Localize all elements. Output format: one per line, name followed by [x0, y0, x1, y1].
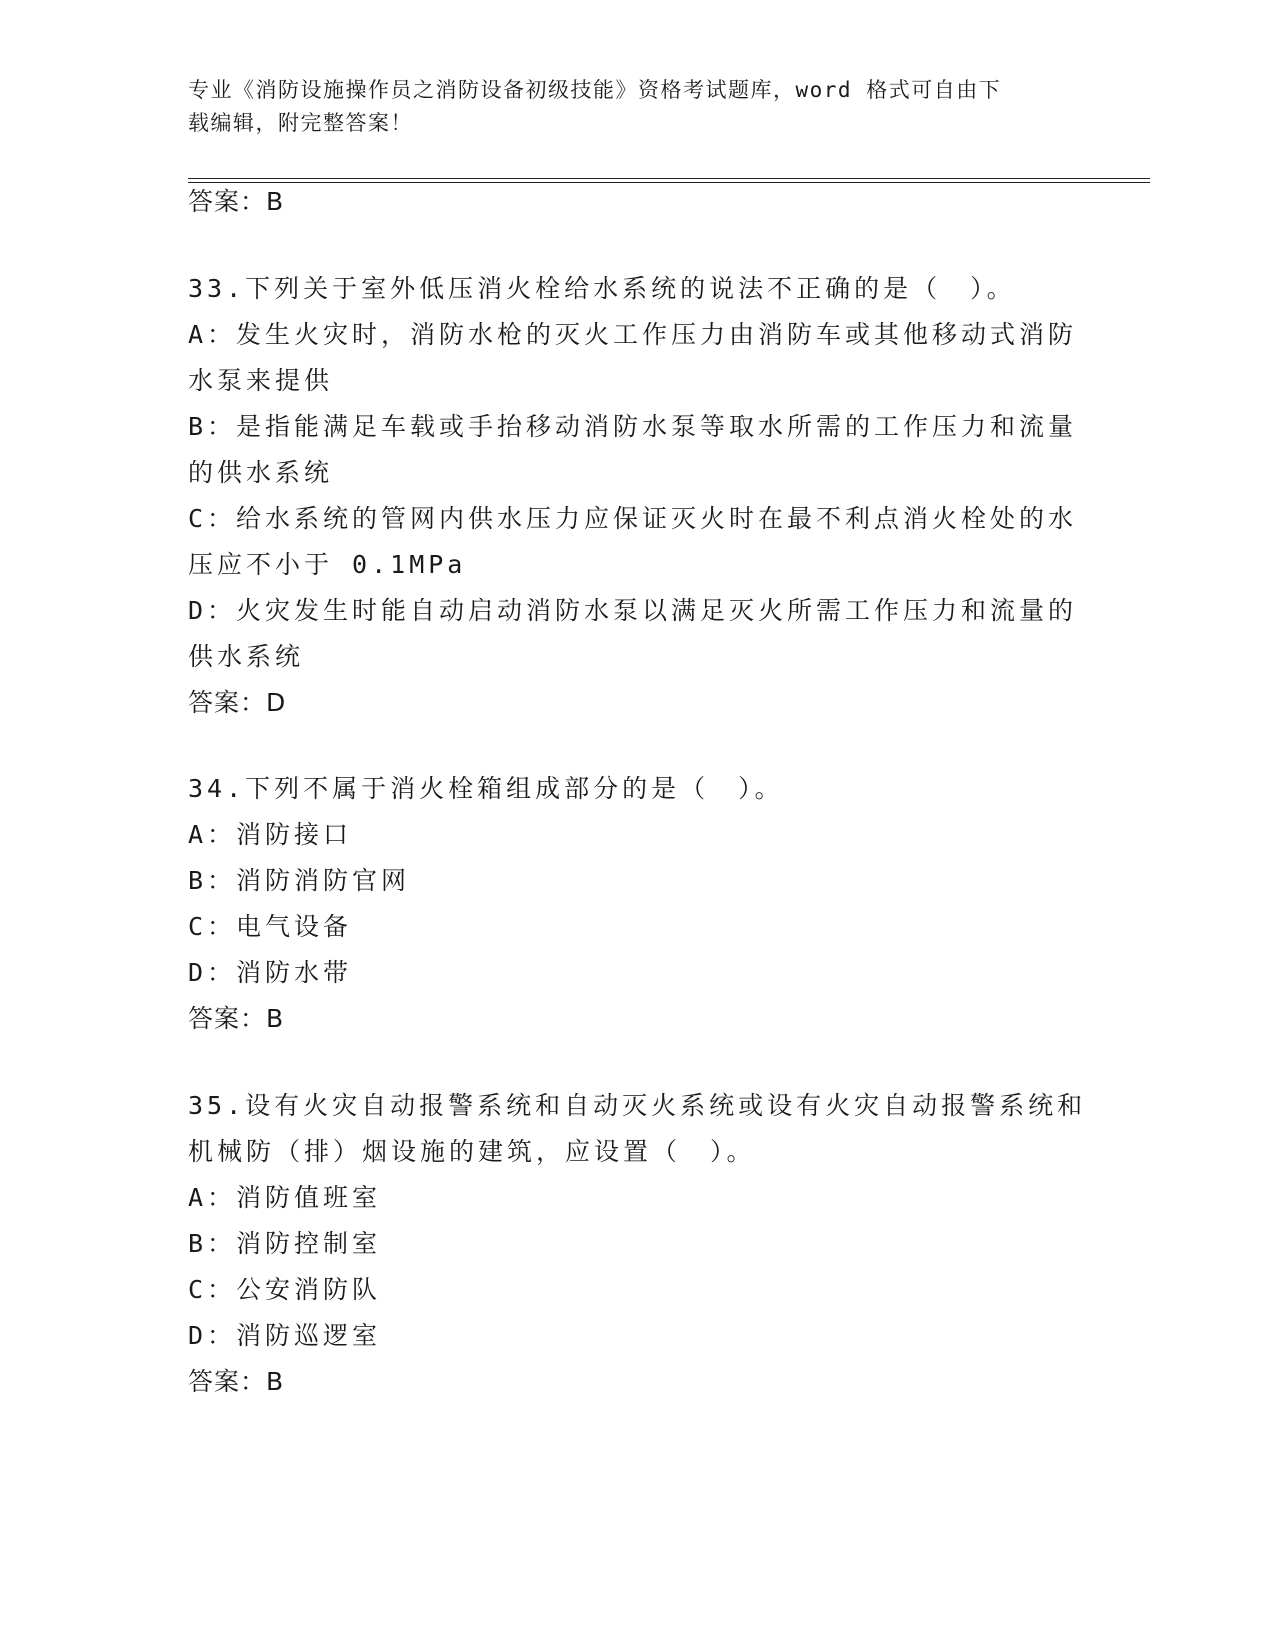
option-d: D：火灾发生时能自动启动消防水泵以满足灭火所需工作压力和流量的 供水系统 — [188, 596, 1078, 671]
option-a: A：消防接口 — [188, 820, 353, 849]
question-stem-line-1: 35.设有火灾自动报警系统和自动灭火系统或设有火灾自动报警系统和 — [188, 1091, 1087, 1120]
option-d: D：消防巡逻室 — [188, 1321, 382, 1350]
question-34 — [188, 766, 1088, 1042]
answer: 答案：B — [188, 1004, 285, 1033]
previous-answer: 答案：B — [188, 187, 285, 216]
question-33 — [188, 266, 1088, 726]
option-c: C：电气设备 — [188, 912, 353, 941]
question-stem: 34.下列不属于消火栓箱组成部分的是（ ）。 — [188, 774, 784, 803]
answer: 答案：B — [188, 1367, 285, 1396]
header-line-1: 专业《消防设施操作员之消防设备初级技能》资格考试题库，word 格式可自由下 — [188, 78, 1002, 102]
question-35 — [188, 1083, 1088, 1405]
option-c: C：公安消防队 — [188, 1275, 382, 1304]
option-d: D：消防水带 — [188, 958, 353, 987]
option-b: B：消防消防官网 — [188, 866, 411, 895]
header-line-2: 载编辑，附完整答案！ — [188, 111, 413, 135]
answer: 答案：D — [188, 688, 287, 717]
header-divider — [188, 178, 1150, 183]
question-stem: 33.下列关于室外低压消火栓给水系统的说法不正确的是（ ）。 — [188, 274, 1016, 303]
page-header — [188, 74, 1068, 140]
option-b: B：消防控制室 — [188, 1229, 382, 1258]
option-a: A：消防值班室 — [188, 1183, 382, 1212]
option-a: A：发生火灾时，消防水枪的灭火工作压力由消防车或其他移动式消防 水泵来提供 — [188, 320, 1078, 395]
option-b: B：是指能满足车载或手抬移动消防水泵等取水所需的工作压力和流量 的供水系统 — [188, 412, 1078, 487]
question-stem-line-2: 机械防（排）烟设施的建筑，应设置（ ）。 — [188, 1137, 756, 1166]
option-c: C：给水系统的管网内供水压力应保证灭火时在最不利点消火栓处的水 压应不小于 0.1MPa — [188, 504, 1078, 579]
